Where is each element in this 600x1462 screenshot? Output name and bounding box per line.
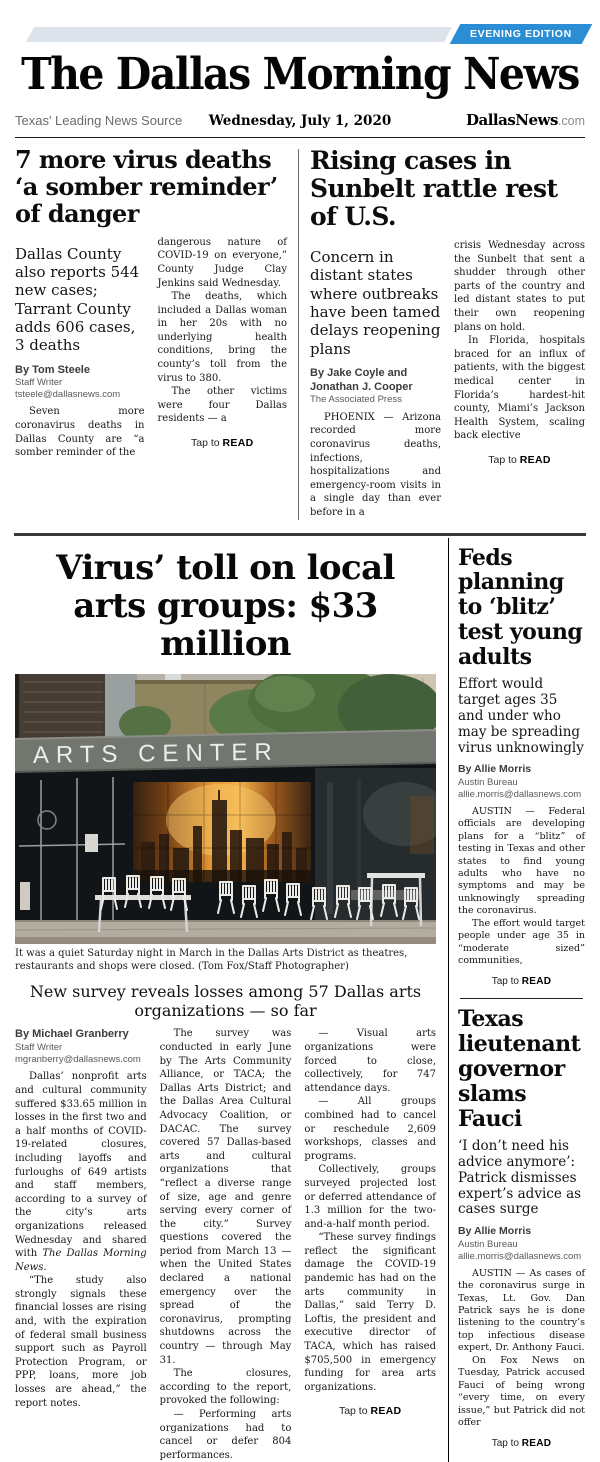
body-paragraph <box>15 1070 147 1274</box>
body-paragraph: “The study also strongly signals these financial losses are rising and, with the expiration of federal small business support such as Payroll Protection Program, or PPP, loans, more job losses are ahead,” the report notes. <box>15 1275 147 1409</box>
column-3 <box>304 1027 436 1462</box>
site-name: DallasNews <box>466 111 558 130</box>
read-label: READ <box>521 976 552 988</box>
byline-name: By Jake Coyle and Jonathan J. Cooper <box>310 366 413 394</box>
byline-name: By Michael Granberry <box>15 1028 129 1041</box>
byline <box>15 363 145 402</box>
main-headline: Virus’ toll on local arts groups: $33 million <box>56 547 395 664</box>
main-section <box>0 536 600 1462</box>
sidebar-divider <box>460 998 583 999</box>
byline-email[interactable]: mgranberry@dallasnews.com <box>15 1054 141 1066</box>
body-paragraph: AUSTIN — As cases of the coronavirus surge in Texas, Lt. Gov. Dan Patrick says he is done listening to the country’s top infectious disease expert, Dr. Anthony Fauci. <box>458 1267 585 1354</box>
article-arts-toll[interactable] <box>15 536 436 1462</box>
tap-to-label: Tap to <box>491 976 522 988</box>
body-paragraph: In Florida, hospitals braced for an influx of patients, with the biggest medical center in Florida’s hardest-hit county, Miami’s Jackson Health System, scaling back elective <box>454 335 585 442</box>
edition-banner <box>0 24 600 44</box>
site-logo <box>395 111 585 129</box>
column-2 <box>158 236 288 460</box>
column-2 <box>454 239 585 519</box>
read-label: READ <box>519 454 551 466</box>
publication-name: The Dallas Morning News <box>15 1248 147 1273</box>
body-paragraph: The closures, according to the report, provoked the following: <box>159 1368 292 1407</box>
byline-role: Staff Writer <box>15 1041 63 1053</box>
sidebar <box>448 538 585 1462</box>
article-sunbelt[interactable] <box>310 147 585 519</box>
tap-to-read[interactable] <box>304 1405 436 1417</box>
main-subhead: New survey reveals losses among 57 Dallas arts organizations — so far <box>29 982 422 1021</box>
article-headline: 7 more virus deaths ‘a somber reminder’ of danger <box>15 145 278 228</box>
body-paragraph: — Performing arts organizations had to cancel or defer 804 performances. <box>159 1409 292 1461</box>
article-subhead: Concern in distant states where outbreaks have been tamed delays reopening plans <box>310 248 441 358</box>
body-paragraph: The effort would target people under age 35 in “moderate sized” communities, <box>458 917 585 967</box>
byline-email[interactable]: allie.morris@dallasnews.com <box>458 1251 582 1263</box>
body-paragraph: Collectively, groups surveyed projected lost or deferred attendance of 1.3 million for the two-and-a-half month period. <box>304 1164 437 1230</box>
tap-to-read[interactable] <box>158 437 288 449</box>
byline-role: The Associated Press <box>310 394 402 406</box>
body-paragraph: PHOENIX — Arizona recorded more coronavirus deaths, infections, hospitalizations and emergency-room visits in a single day than ever before in a <box>310 411 441 518</box>
column-1 <box>15 1027 147 1462</box>
body-paragraph: On Fox News on Tuesday, Patrick accused Fauci of being wrong “every time, on every issue,” but Patrick did not offer <box>458 1354 585 1428</box>
newspaper-masthead: The Dallas Morning News <box>21 48 579 100</box>
article-columns <box>310 239 585 519</box>
article-subhead: ‘I don’t need his advice anymore’: Patrick dismisses expert’s advice as cases surge <box>458 1137 582 1218</box>
site-suffix: .com <box>557 114 585 129</box>
tap-to-label: Tap to <box>491 1438 522 1450</box>
body-paragraph: dangerous nature of COVID-19 on everyone,” County Judge Clay Jenkins said Wednesday. <box>157 236 287 289</box>
paragraph-text: Dallas’ nonprofit arts and cultural community suffered $33.65 million in losses in the first two and a half months of COVID-19-related closures, including layoffs and furloughs of 649 artists and staff members, according to a survey of the city’s arts organizations released Wednesday and shared with <box>15 1071 147 1260</box>
byline <box>15 1027 147 1066</box>
byline-name: By Allie Morris <box>458 763 532 776</box>
column-rule <box>298 149 299 519</box>
body-paragraph: The survey was conducted in early June by The Arts Community Alliance, or TACA; the Dallas Arts District; and the Dallas Area Cultural Advocacy Coalition, or DACAC. The survey covered 57 Dallas-based arts and cultural organizations that “reflect a diverse range of size, age and genre serving every corner of the city.” Survey questions covered the period from March 13 — when the United States declared a national emergency over the spread of the coronavirus, prompting shutdowns across the country — through May 31. <box>159 1028 292 1366</box>
body-paragraph: The deaths, which included a Dallas woman in her 20s with no underlying health conditions, bring the county’s toll from the virus to 380. <box>157 291 287 384</box>
evening-edition-badge[interactable] <box>450 24 592 44</box>
read-label: READ <box>521 1438 552 1450</box>
byline <box>458 763 585 801</box>
byline-email[interactable]: tsteele@dallasnews.com <box>15 389 121 401</box>
paragraph-text: . <box>43 1261 47 1273</box>
tap-to-read[interactable] <box>458 976 585 987</box>
column-1 <box>310 239 441 519</box>
arts-center-sign: ARTS CENTER <box>32 738 279 769</box>
body-paragraph: The other victims were four Dallas residents — a <box>157 386 287 425</box>
skyline-mural <box>133 782 311 882</box>
column-1 <box>15 236 145 460</box>
body-paragraph: “These survey findings reflect the significant damage the COVID-19 pandemic has had on the arts community in Dallas,” said Terry D. Loftis, the president and executive director of TACA, which has raised $705,500 in emergency funding for area arts organizations. <box>304 1232 437 1393</box>
main-article-columns <box>15 1027 436 1462</box>
tagline: Texas' Leading News Source <box>15 113 183 129</box>
top-section <box>0 138 600 527</box>
body-paragraph: — Visual arts organizations were forced to close, collectively, for 747 attendance days. <box>304 1028 437 1094</box>
masthead-info-row <box>0 111 600 129</box>
byline <box>458 1225 585 1263</box>
column-2 <box>160 1027 292 1462</box>
patio <box>15 920 436 944</box>
article-patrick-fauci[interactable] <box>458 1007 585 1449</box>
read-label: READ <box>222 437 254 450</box>
article-blitz-testing[interactable] <box>458 546 585 988</box>
tap-to-read[interactable] <box>454 454 585 466</box>
article-subhead: Dallas County also reports 544 new cases; Tarrant County adds 606 cases, 3 deaths <box>15 244 140 355</box>
article-columns <box>15 236 287 460</box>
article-headline: Rising cases in Sunbelt rattle rest of U.S. <box>310 146 558 232</box>
byline-role: Austin Bureau <box>458 1239 518 1251</box>
arts-center-photo <box>15 674 436 944</box>
body-paragraph: AUSTIN — Federal officials are developing plans for a “blitz” of testing in Texas and other states to find young adults who have no symptoms and may be unknowingly spreading the coronavirus. <box>458 805 585 917</box>
edition-stripe <box>26 27 452 42</box>
tap-to-label: Tap to <box>338 1405 371 1418</box>
byline <box>310 366 441 407</box>
body-paragraph: crisis Wednesday across the Sunbelt that sent a shudder through other parts of the country and led distant states to put their own reopening plans on hold. <box>454 240 585 333</box>
article-subhead: Effort would target ages 35 and under who may be spreading virus unknowingly <box>458 675 584 756</box>
byline-name: By Allie Morris <box>458 1225 532 1238</box>
byline-role: Staff Writer <box>15 376 63 388</box>
tap-to-label: Tap to <box>191 437 223 450</box>
body-paragraph: — All groups combined had to cancel or reschedule 2,609 workshops, classes and programs. <box>304 1096 437 1162</box>
byline-email[interactable]: allie.morris@dallasnews.com <box>458 789 582 801</box>
photo-caption: It was a quiet Saturday night in March in the Dallas Arts District as theatres, restaurants and shops were closed. (Tom Fox/Staff Photographer) <box>15 947 408 972</box>
read-label: READ <box>370 1405 402 1418</box>
byline-name: By Tom Steele <box>15 363 90 376</box>
body-paragraph: Seven more coronavirus deaths in Dallas County are “a somber reminder of the <box>15 406 145 459</box>
tap-to-label: Tap to <box>488 454 520 466</box>
tap-to-read[interactable] <box>458 1438 585 1449</box>
issue-date: Wednesday, July 1, 2020 <box>208 113 392 130</box>
byline-role: Austin Bureau <box>458 777 518 789</box>
article-virus-deaths[interactable] <box>15 147 287 519</box>
evening-edition-label: EVENING EDITION <box>470 28 572 40</box>
article-headline: Feds planning to ‘blitz’ test young adults <box>458 544 583 670</box>
article-headline: Texas lieutenant governor slams Fauci <box>458 1006 581 1132</box>
